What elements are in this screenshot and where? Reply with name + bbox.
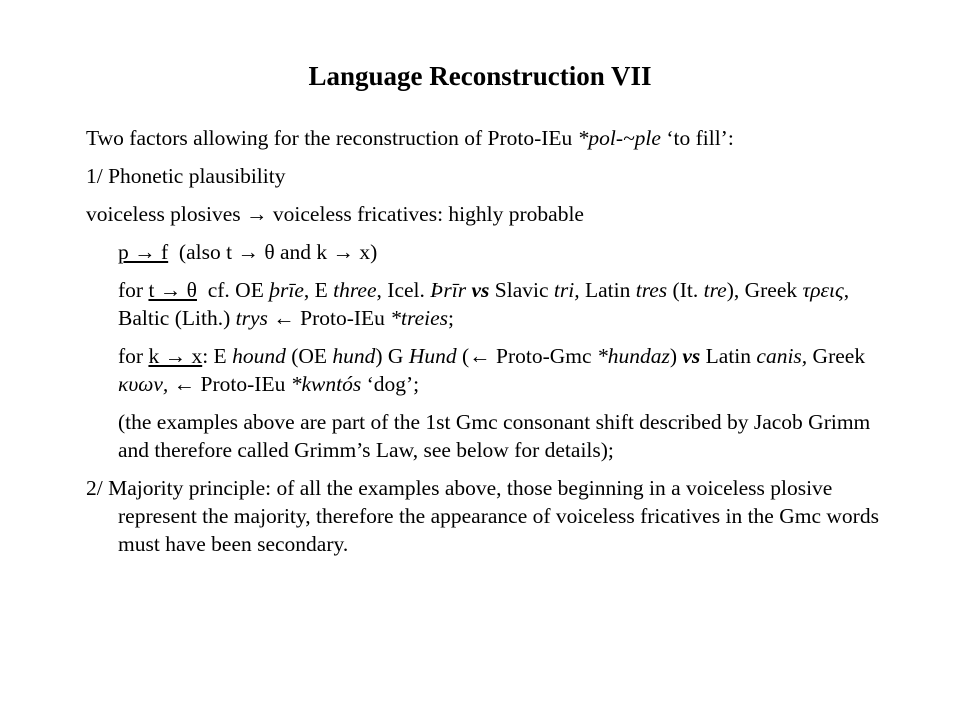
text: Latin <box>579 278 636 302</box>
majority-principle-paragraph: 2/ Majority principle: of all the examples above, those beginning in a voiceless plosive represent the majority, therefore the appearance of voiceless fricatives in the Gmc words must have been secondary. <box>86 476 879 556</box>
text: for <box>118 344 149 368</box>
example-word: κυων, <box>118 372 169 396</box>
example-word: trys <box>235 306 268 330</box>
text: Latin <box>700 344 757 368</box>
t-to-theta-change: t → θ <box>148 278 197 302</box>
reconstructed-form: *kwntós <box>290 372 362 396</box>
text: Greek <box>807 344 866 368</box>
plosive-fricative-statement: voiceless plosives → voiceless fricatives: highly probable <box>86 202 584 226</box>
text: , E <box>303 278 334 302</box>
reconstructed-form: *pol-~ple <box>577 126 661 150</box>
text: Slavic <box>489 278 554 302</box>
intro-paragraph <box>86 124 886 152</box>
reconstructed-form: *treies <box>390 306 449 330</box>
text: for <box>118 278 149 302</box>
example-word: hound <box>232 344 286 368</box>
text: ; <box>448 306 454 330</box>
text: ← Proto-IEu <box>267 306 391 330</box>
text: , Icel. <box>376 278 431 302</box>
phonetic-plausibility-heading: 1/ Phonetic plausibility <box>86 164 286 188</box>
text: ), Greek <box>726 278 803 302</box>
example-word: canis, <box>756 344 808 368</box>
text: ← Proto-IEu <box>168 372 291 396</box>
example-word: tre <box>703 278 727 302</box>
page-title: Language Reconstruction VII <box>308 61 652 91</box>
text: ) <box>669 344 683 368</box>
gloss-text: ‘to fill’: <box>660 126 734 150</box>
example-word: Hund <box>408 344 457 368</box>
k-to-x-change: k → x <box>148 344 203 368</box>
versus-marker: vs <box>471 278 490 302</box>
text: (It. <box>667 278 704 302</box>
sound-change-summary <box>86 238 886 266</box>
text: , Baltic (Lith.) <box>118 278 850 330</box>
text: : E <box>202 344 233 368</box>
example-word: tres <box>635 278 668 302</box>
grimms-law-note: (the examples above are part of the 1st Gmc consonant shift described by Jacob Grimm and therefore called Grimm’s Law, see below for details); <box>118 410 871 462</box>
text: (OE <box>285 344 333 368</box>
text: (← Proto-Gmc <box>456 344 597 368</box>
k-x-examples <box>86 342 886 398</box>
example-word: hund <box>332 344 376 368</box>
text: ‘dog’; <box>361 372 420 396</box>
example-word: þrīe <box>269 278 304 302</box>
slide-body <box>86 124 886 568</box>
example-word: three <box>333 278 377 302</box>
intro-text: Two factors allowing for the reconstruction of Proto-IEu <box>86 126 578 150</box>
reconstructed-form: *hundaz <box>596 344 670 368</box>
text: cf. OE <box>196 278 270 302</box>
example-word: tri, <box>553 278 580 302</box>
t-theta-examples <box>86 276 886 332</box>
example-word: τρεις <box>802 278 844 302</box>
other-changes: (also t → θ and k → x) <box>168 240 378 264</box>
p-to-f-change: p → f <box>118 240 169 264</box>
example-word: Þrīr <box>430 278 467 302</box>
text: ) G <box>375 344 409 368</box>
versus-marker: vs <box>682 344 701 368</box>
